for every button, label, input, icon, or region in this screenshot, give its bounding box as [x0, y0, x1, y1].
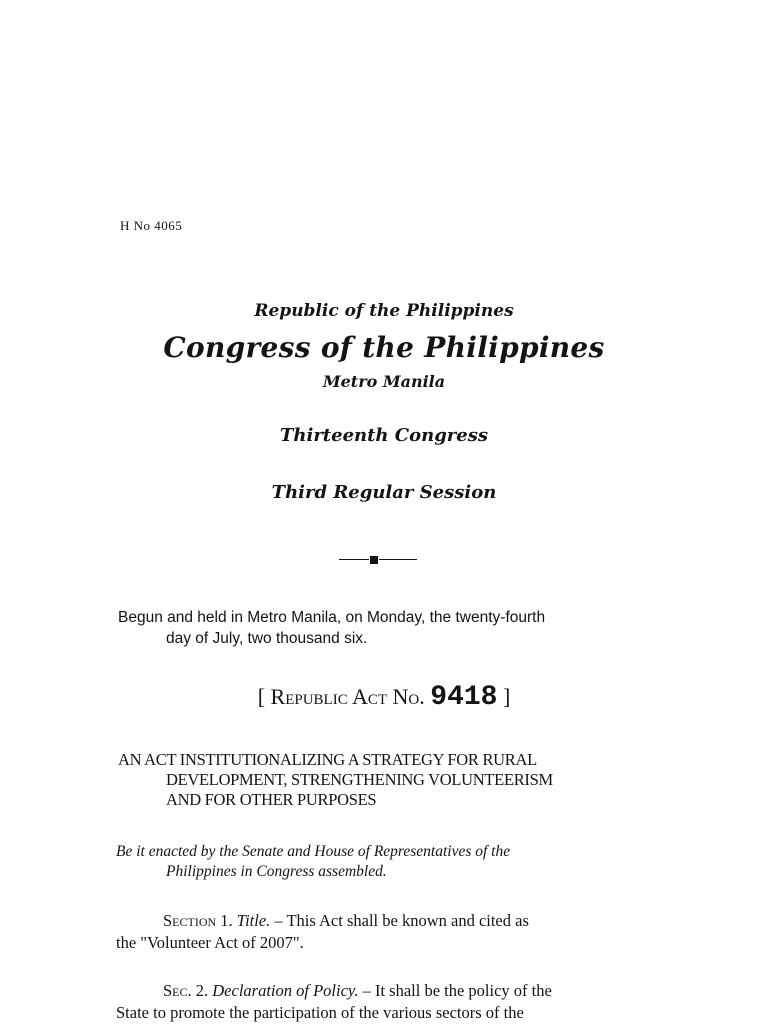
- act-title-line-1: AN ACT INSTITUTIONALIZING A STRATEGY FOR RURAL: [118, 750, 537, 769]
- begun-line-1: Begun and held in Metro Manila, on Monday, the twenty-fourth: [118, 609, 546, 626]
- house-bill-number: H No 4065: [120, 218, 183, 233]
- header-session: Third Regular Session: [271, 482, 497, 503]
- section-2-heading: Declaration of Policy.: [212, 981, 359, 1000]
- enacting-line-1: Be it enacted by the Senate and House of Representatives of the: [116, 843, 511, 860]
- act-title-line-2: DEVELOPMENT, STRENGTHENING VOLUNTEERISM: [166, 770, 553, 789]
- begun-statement: [118, 607, 658, 649]
- header-congress: Congress of the Philippines: [163, 331, 605, 364]
- section-2-text: – It shall be the policy of the: [358, 981, 552, 1000]
- act-title: [118, 750, 658, 810]
- section-1-label: Section 1.: [163, 911, 233, 930]
- header-location: Metro Manila: [322, 372, 446, 391]
- header-republic: Republic of the Philippines: [254, 301, 514, 321]
- header-congress-number: Thirteenth Congress: [280, 425, 488, 446]
- section-1-line-2: the "Volunteer Act of 2007".: [116, 933, 304, 952]
- bracket-open: [: [257, 684, 266, 709]
- begun-line-2: day of July, two thousand six.: [166, 630, 368, 647]
- section-1-heading: Title.: [236, 911, 271, 930]
- section-2-label: Sec. 2.: [163, 981, 209, 1000]
- section-2: [116, 980, 656, 1024]
- section-2-line-2: State to promote the participation of the various sectors of the: [116, 1003, 524, 1022]
- republic-act-label: Republic Act No.: [270, 684, 425, 709]
- enacting-clause: [116, 842, 656, 882]
- act-title-line-3: AND FOR OTHER PURPOSES: [166, 790, 377, 809]
- republic-act-heading: [0, 682, 768, 713]
- bracket-close: ]: [502, 684, 511, 709]
- republic-act-number: 9418: [430, 682, 498, 713]
- enacting-line-2: Philippines in Congress assembled.: [166, 863, 387, 880]
- section-2-line-1: [116, 980, 656, 1002]
- section-1: [116, 910, 656, 954]
- section-1-text: – This Act shall be known and cited as: [270, 911, 529, 930]
- divider-ornament: [339, 557, 417, 563]
- section-1-line-1: [116, 910, 656, 932]
